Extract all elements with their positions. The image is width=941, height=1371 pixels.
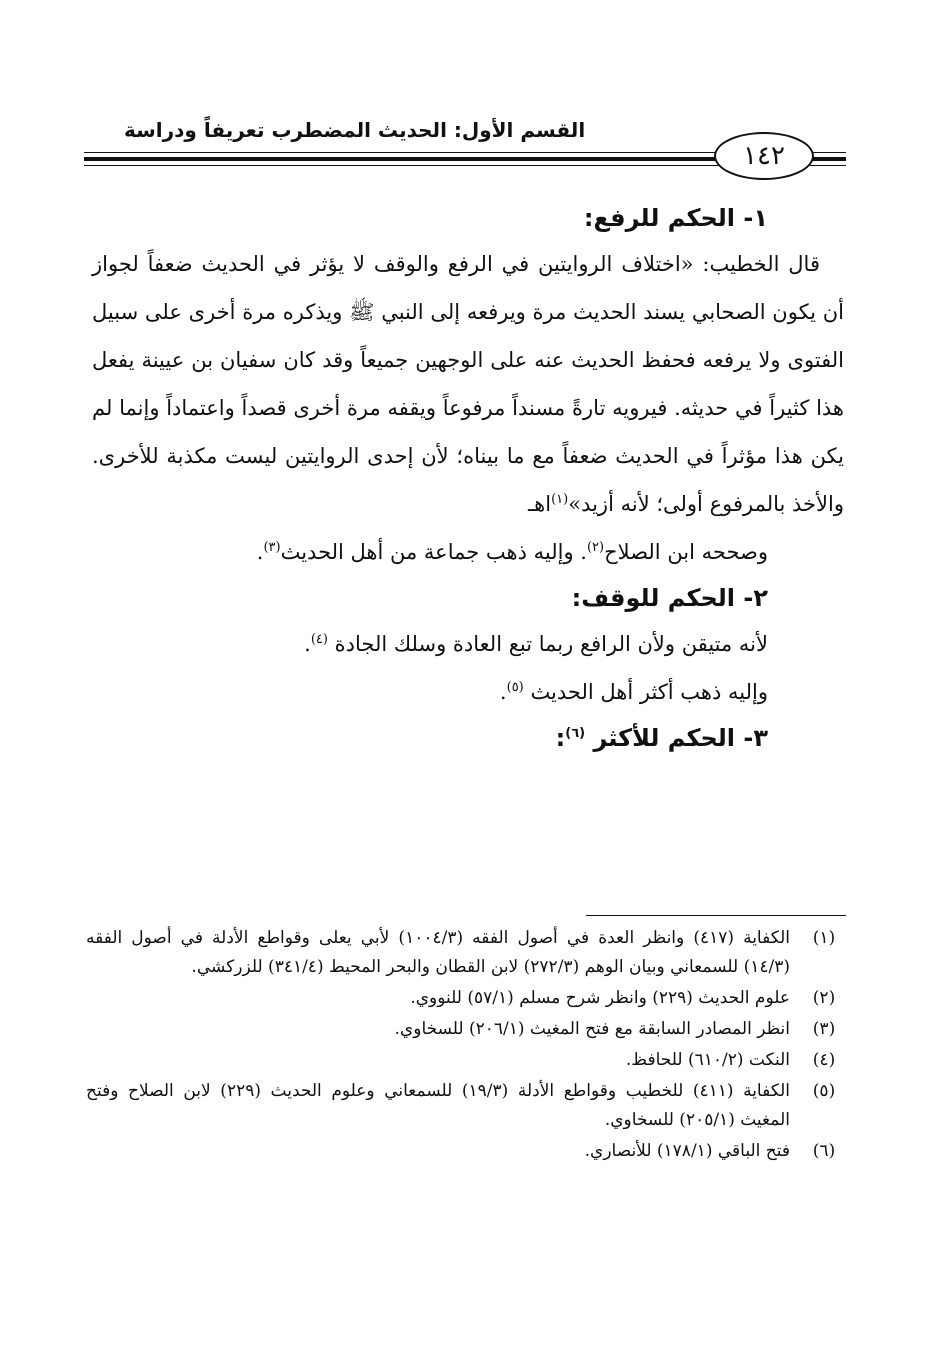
- footnote-ref-1[interactable]: (١): [551, 492, 569, 507]
- section-heading-akthar-end: :: [555, 724, 566, 752]
- footnote-6: [86, 1137, 846, 1166]
- line-waqf-reason-end: .: [304, 632, 311, 656]
- section-heading-akthar-text: ٣- الحكم للأكثر: [593, 724, 768, 752]
- paragraph-khatib-end: اهـ: [528, 492, 552, 516]
- footnote-ref-2[interactable]: (٢): [586, 540, 605, 555]
- line-waqf-majority: [92, 668, 768, 716]
- footnote-ref-6[interactable]: (٦): [565, 726, 586, 741]
- section-heading-waqf: ٢- الحكم للوقف:: [571, 584, 768, 612]
- footnote-text: الكفاية (٤١١) للخطيب وقواطع الأدلة (١٩/٣) للسمعاني وعلوم الحديث (٢٢٩) لابن الصلاح وفتح المغيث (٢٠٥/١) للسخاوي.: [86, 1081, 790, 1130]
- footnotes-list: [86, 924, 846, 1168]
- line-ibn-salah: [92, 528, 768, 576]
- line-ibn-salah-end: .: [256, 540, 264, 564]
- section-heading-akthar: [92, 716, 768, 760]
- page-number: ١٤٢: [714, 132, 814, 180]
- footnote-number: (٣): [812, 1019, 836, 1039]
- footnote-text: النكت (٦١٠/٢) للحافظ.: [625, 1050, 790, 1070]
- running-title: القسم الأول: الحديث المضطرب تعريفاً ودراسة: [124, 118, 586, 142]
- footnote-text: انظر المصادر السابقة مع فتح المغيث (٢٠٦/١) للسخاوي.: [394, 1019, 790, 1039]
- footnote-ref-5[interactable]: (٥): [506, 680, 524, 695]
- line-ibn-salah-b: . وإليه ذهب جماعة من أهل الحديث: [280, 540, 587, 564]
- footnote-number: (٤): [812, 1050, 836, 1070]
- main-text: [92, 196, 844, 760]
- section-heading-raf: ١- الحكم للرفع:: [583, 204, 768, 232]
- line-waqf-reason-text: لأنه متيقن ولأن الرافع ربما تبع العادة وسلك الجادة: [334, 632, 768, 656]
- footnote-ref-4[interactable]: (٤): [310, 632, 328, 647]
- paragraph-khatib-quote: [92, 240, 844, 528]
- line-waqf-majority-text: وإليه ذهب أكثر أهل الحديث: [530, 680, 768, 704]
- footnote-5: [86, 1077, 846, 1135]
- line-waqf-majority-end: .: [499, 680, 507, 704]
- footnote-text: علوم الحديث (٢٢٩) وانظر شرح مسلم (٥٧/١) للنووي.: [410, 988, 790, 1008]
- line-waqf-reason: [92, 620, 768, 668]
- footnote-1: [86, 924, 846, 982]
- footnote-3: [86, 1015, 846, 1044]
- footnote-number: (١): [812, 928, 836, 948]
- footnote-separator: [586, 915, 846, 916]
- footnote-ref-3[interactable]: (٣): [263, 540, 281, 555]
- footnote-number: (٥): [812, 1081, 836, 1101]
- footnote-text: الكفاية (٤١٧) وانظر العدة في أصول الفقه (١٠٠٤/٣) لأبي يعلى وقواطع الأدلة في أصول الفقه (١٤/٣) للسمعاني وبيان الوهم (٢٧٢/٣) لابن القطان والبحر المحيط (٣٤١/٤) للزركشي.: [86, 928, 790, 977]
- line-ibn-salah-a: وصححه ابن الصلاح: [604, 540, 768, 564]
- footnote-number: (٢): [812, 988, 836, 1008]
- footnote-4: [86, 1046, 846, 1075]
- page-header: [84, 112, 846, 192]
- footnote-2: [86, 984, 846, 1013]
- footnote-number: (٦): [812, 1141, 836, 1161]
- paragraph-khatib-text: قال الخطيب: «اختلاف الروايتين في الرفع والوقف لا يؤثر في الحديث ضعفاً لجواز أن يكون الصحابي يسند الحديث مرة ويرفعه إلى النبي ﷺ ويذكره مرة أخرى على سبيل الفتوى ولا يرفعه فحفظ الحديث عنه على الوجهين جميعاً وقد كان سفيان بن عيينة يفعل هذا كثيراً في حديثه. فيرويه تارةً مسنداً مرفوعاً ويقفه مرة أخرى قصداً واعتماداً وإنما لم يكن هذا مؤثراً في الحديث ضعفاً مع ما بيناه؛ لأن إحدى الروايتين ليست مكذبة للأخرى. والأخذ بالمرفوع أولى؛ لأنه أزيد»: [92, 252, 844, 516]
- footnote-text: فتح الباقي (١٧٨/١) للأنصاري.: [584, 1141, 790, 1161]
